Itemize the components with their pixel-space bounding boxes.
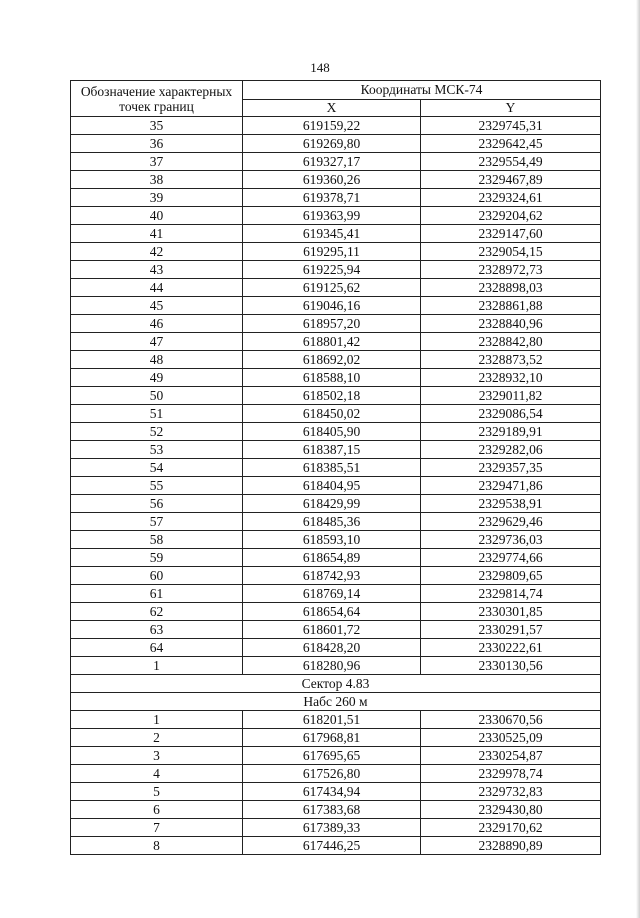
header-point-designation: Обозначение характерных точек границ [71,81,243,117]
table-row [71,279,601,297]
point-cell: 4 [71,765,243,783]
y-cell: 2329814,74 [421,585,601,603]
x-cell: 618588,10 [243,369,421,387]
point-cell: 51 [71,405,243,423]
point-cell: 60 [71,567,243,585]
table-row [71,117,601,135]
table-row [71,369,601,387]
point-cell: 6 [71,801,243,819]
y-cell: 2328972,73 [421,261,601,279]
y-cell: 2329189,91 [421,423,601,441]
y-cell: 2328898,03 [421,279,601,297]
table-row [71,189,601,207]
table-row [71,225,601,243]
y-cell: 2329732,83 [421,783,601,801]
table-row [71,441,601,459]
x-cell: 618654,89 [243,549,421,567]
x-cell: 619345,41 [243,225,421,243]
x-cell: 618769,14 [243,585,421,603]
section-row [71,693,601,711]
x-cell: 618385,51 [243,459,421,477]
point-cell: 46 [71,315,243,333]
table-row [71,405,601,423]
x-cell: 619363,99 [243,207,421,225]
x-cell: 617446,25 [243,837,421,855]
x-cell: 618429,99 [243,495,421,513]
table-row [71,153,601,171]
y-cell: 2329809,65 [421,567,601,585]
y-cell: 2329629,46 [421,513,601,531]
y-cell: 2329204,62 [421,207,601,225]
table-row [71,495,601,513]
x-cell: 618428,20 [243,639,421,657]
point-cell: 2 [71,729,243,747]
table-body-part2 [71,711,601,855]
point-cell: 3 [71,747,243,765]
table-row [71,135,601,153]
table-row [71,837,601,855]
y-cell: 2328840,96 [421,315,601,333]
height-label: Набс 260 м [71,693,601,711]
point-cell: 48 [71,351,243,369]
table-row [71,423,601,441]
scan-edge-shadow [636,0,640,918]
x-cell: 618387,15 [243,441,421,459]
table-row [71,549,601,567]
table-row [71,783,601,801]
x-cell: 619159,22 [243,117,421,135]
table-row [71,729,601,747]
y-cell: 2330130,56 [421,657,601,675]
point-cell: 41 [71,225,243,243]
point-cell: 36 [71,135,243,153]
table-row [71,351,601,369]
table-body-part1 [71,117,601,675]
header-coordinate-system: Координаты МСК-74 [243,81,601,100]
point-cell: 62 [71,603,243,621]
y-cell: 2330222,61 [421,639,601,657]
table-row [71,513,601,531]
point-cell: 5 [71,783,243,801]
y-cell: 2329642,45 [421,135,601,153]
point-cell: 59 [71,549,243,567]
point-cell: 43 [71,261,243,279]
x-cell: 618405,90 [243,423,421,441]
point-cell: 42 [71,243,243,261]
point-cell: 57 [71,513,243,531]
y-cell: 2329086,54 [421,405,601,423]
point-cell: 49 [71,369,243,387]
x-cell: 618801,42 [243,333,421,351]
point-cell: 1 [71,657,243,675]
point-cell: 63 [71,621,243,639]
y-cell: 2330291,57 [421,621,601,639]
x-cell: 619378,71 [243,189,421,207]
header-y: Y [421,100,601,117]
x-cell: 618957,20 [243,315,421,333]
table-row [71,243,601,261]
point-cell: 38 [71,171,243,189]
point-cell: 7 [71,819,243,837]
y-cell: 2329054,15 [421,243,601,261]
y-cell: 2329170,62 [421,819,601,837]
x-cell: 619295,11 [243,243,421,261]
y-cell: 2329745,31 [421,117,601,135]
point-cell: 61 [71,585,243,603]
y-cell: 2328861,88 [421,297,601,315]
x-cell: 617434,94 [243,783,421,801]
table-row [71,711,601,729]
header-x: X [243,100,421,117]
y-cell: 2329011,82 [421,387,601,405]
table-row [71,531,601,549]
table-row [71,315,601,333]
point-cell: 44 [71,279,243,297]
table-row [71,387,601,405]
point-cell: 8 [71,837,243,855]
x-cell: 618201,51 [243,711,421,729]
point-cell: 1 [71,711,243,729]
table-row [71,819,601,837]
x-cell: 618654,64 [243,603,421,621]
y-cell: 2330525,09 [421,729,601,747]
table-row [71,765,601,783]
table-row [71,801,601,819]
x-cell: 618593,10 [243,531,421,549]
y-cell: 2329978,74 [421,765,601,783]
table-section-headers [71,675,601,711]
y-cell: 2328932,10 [421,369,601,387]
point-cell: 55 [71,477,243,495]
y-cell: 2330301,85 [421,603,601,621]
x-cell: 619360,26 [243,171,421,189]
table-row [71,477,601,495]
table-row [71,585,601,603]
y-cell: 2329282,06 [421,441,601,459]
point-cell: 37 [71,153,243,171]
table-row [71,747,601,765]
point-cell: 35 [71,117,243,135]
y-cell: 2329471,86 [421,477,601,495]
point-cell: 58 [71,531,243,549]
point-cell: 64 [71,639,243,657]
y-cell: 2329357,35 [421,459,601,477]
x-cell: 617968,81 [243,729,421,747]
sector-label: Сектор 4.83 [71,675,601,693]
point-cell: 54 [71,459,243,477]
point-cell: 52 [71,423,243,441]
point-cell: 40 [71,207,243,225]
y-cell: 2329736,03 [421,531,601,549]
table-row [71,333,601,351]
y-cell: 2328873,52 [421,351,601,369]
y-cell: 2330670,56 [421,711,601,729]
y-cell: 2329324,61 [421,189,601,207]
y-cell: 2329147,60 [421,225,601,243]
x-cell: 618404,95 [243,477,421,495]
coordinates-table [70,80,601,855]
table-row [71,603,601,621]
y-cell: 2329538,91 [421,495,601,513]
y-cell: 2329430,80 [421,801,601,819]
x-cell: 618450,02 [243,405,421,423]
x-cell: 618502,18 [243,387,421,405]
x-cell: 618485,36 [243,513,421,531]
x-cell: 619269,80 [243,135,421,153]
point-cell: 45 [71,297,243,315]
table-row [71,297,601,315]
y-cell: 2329774,66 [421,549,601,567]
x-cell: 617389,33 [243,819,421,837]
x-cell: 619327,17 [243,153,421,171]
y-cell: 2329554,49 [421,153,601,171]
x-cell: 619225,94 [243,261,421,279]
table-row [71,459,601,477]
table-row [71,567,601,585]
point-cell: 56 [71,495,243,513]
table-row [71,621,601,639]
y-cell: 2328842,80 [421,333,601,351]
point-cell: 39 [71,189,243,207]
y-cell: 2329467,89 [421,171,601,189]
point-cell: 47 [71,333,243,351]
x-cell: 618280,96 [243,657,421,675]
x-cell: 617695,65 [243,747,421,765]
table-row [71,261,601,279]
point-cell: 53 [71,441,243,459]
page-number: 148 [310,60,330,75]
x-cell: 617383,68 [243,801,421,819]
x-cell: 618742,93 [243,567,421,585]
y-cell: 2328890,89 [421,837,601,855]
table-row [71,207,601,225]
section-row [71,675,601,693]
table-row [71,171,601,189]
x-cell: 618692,02 [243,351,421,369]
x-cell: 619125,62 [243,279,421,297]
y-cell: 2330254,87 [421,747,601,765]
x-cell: 619046,16 [243,297,421,315]
x-cell: 617526,80 [243,765,421,783]
table-row [71,657,601,675]
point-cell: 50 [71,387,243,405]
x-cell: 618601,72 [243,621,421,639]
table-row [71,639,601,657]
